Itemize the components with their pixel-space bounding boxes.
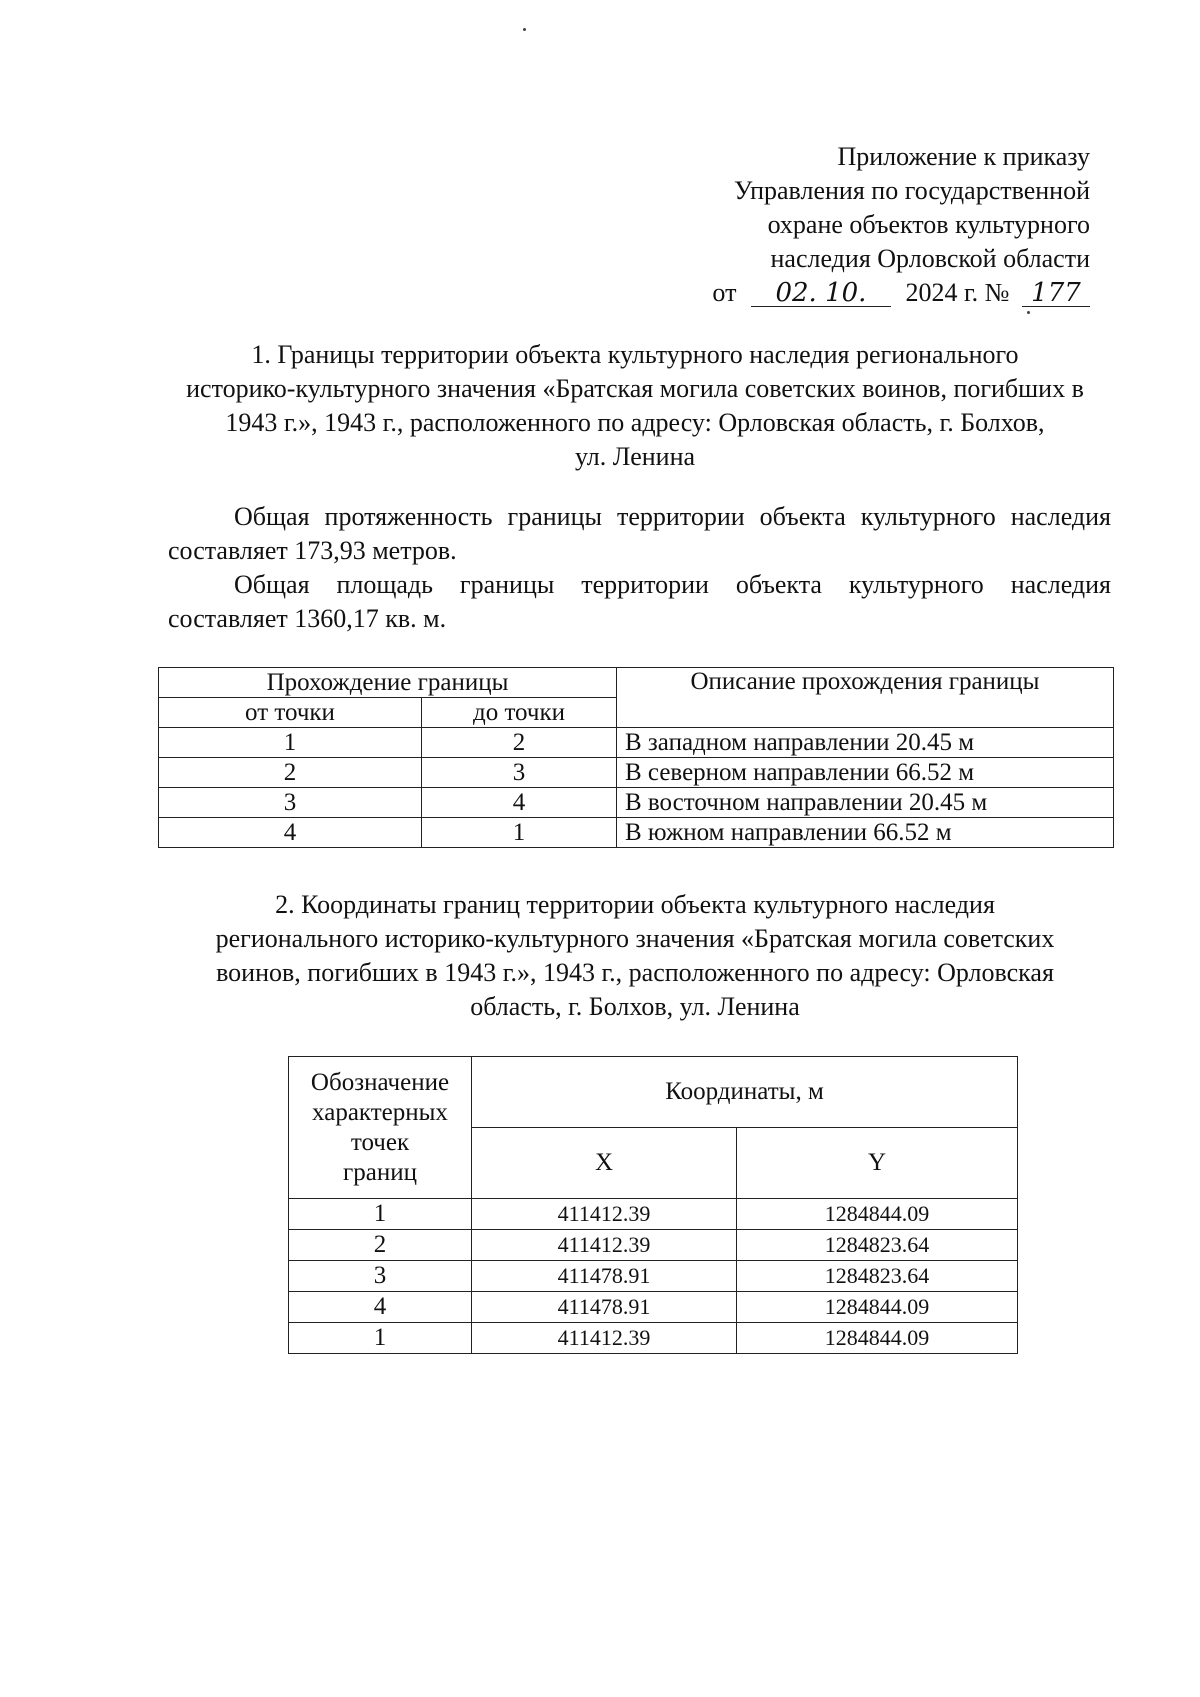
y-coordinate-cell: 1284844.09 xyxy=(737,1199,1018,1230)
table-header-row xyxy=(289,1057,1018,1128)
table-row xyxy=(159,818,1114,848)
y-coordinate-cell: 1284844.09 xyxy=(737,1292,1018,1323)
table-header-row xyxy=(159,668,1114,698)
scan-speck xyxy=(523,28,526,31)
annex-line-1: Приложение к приказу xyxy=(837,142,1090,171)
handwritten-order-number: 177 xyxy=(1022,280,1090,307)
y-coordinate-cell: 1284823.64 xyxy=(737,1261,1018,1292)
section-1-title xyxy=(160,338,1110,474)
header-passage: Прохождение границы xyxy=(159,668,617,698)
section-2-title-line-2: регионального историко-культурного значения «Братская могила советских xyxy=(215,924,1055,953)
point-cell: 3 xyxy=(289,1261,472,1292)
section-1-title-line-2: историко-культурного значения «Братская могила советских воинов, погибших в xyxy=(186,374,1084,403)
x-coordinate-cell: 411412.39 xyxy=(472,1323,737,1354)
section-2-title xyxy=(160,888,1110,1024)
from-point-cell: 1 xyxy=(159,728,422,758)
header-y: Y xyxy=(737,1128,1018,1199)
header-x: X xyxy=(472,1128,737,1199)
annex-header xyxy=(712,140,1090,310)
section-2-title-line-1: 2. Координаты границ территории объекта культурного наследия xyxy=(275,890,995,919)
x-coordinate-cell: 411478.91 xyxy=(472,1292,737,1323)
description-cell: В западном направлении 20.45 м xyxy=(617,728,1114,758)
annex-line-4: наследия Орловской области xyxy=(770,244,1090,273)
table-row xyxy=(289,1292,1018,1323)
point-cell: 4 xyxy=(289,1292,472,1323)
x-coordinate-cell: 411412.39 xyxy=(472,1230,737,1261)
boundary-area-paragraph xyxy=(168,568,1111,636)
header-coordinates: Координаты, м xyxy=(472,1057,1018,1128)
y-coordinate-cell: 1284823.64 xyxy=(737,1230,1018,1261)
boundary-area-text: Общая площадь границы территории объекта культурного наследия составляет 1360,17 кв. м. xyxy=(168,570,1111,633)
table-row xyxy=(159,728,1114,758)
header-points-line-2: характерных xyxy=(312,1098,448,1126)
point-cell: 2 xyxy=(289,1230,472,1261)
header-to-point: до точки xyxy=(422,698,617,728)
header-from-point: от точки xyxy=(159,698,422,728)
annex-line-3: охране объектов культурного xyxy=(767,210,1090,239)
table-row xyxy=(289,1199,1018,1230)
table-row xyxy=(289,1230,1018,1261)
to-point-cell: 1 xyxy=(422,818,617,848)
boundary-length-paragraph xyxy=(168,500,1111,568)
table-row xyxy=(159,788,1114,818)
point-cell: 1 xyxy=(289,1323,472,1354)
description-cell: В южном направлении 66.52 м xyxy=(617,818,1114,848)
to-point-cell: 3 xyxy=(422,758,617,788)
point-cell: 1 xyxy=(289,1199,472,1230)
header-points xyxy=(289,1057,472,1199)
section-1-title-line-1: 1. Границы территории объекта культурного наследия регионального xyxy=(251,340,1019,369)
handwritten-date: 02. 10. xyxy=(751,280,891,307)
annex-date-line xyxy=(712,276,1090,310)
description-cell: В северном направлении 66.52 м xyxy=(617,758,1114,788)
to-point-cell: 4 xyxy=(422,788,617,818)
section-2-title-line-4: область, г. Болхов, ул. Ленина xyxy=(470,992,800,1021)
scan-speck xyxy=(1027,311,1030,314)
order-year: 2024 г. № xyxy=(905,278,1010,307)
section-2-title-line-3: воинов, погибших в 1943 г.», 1943 г., расположенного по адресу: Орловская xyxy=(216,958,1054,987)
table-row xyxy=(289,1323,1018,1354)
boundary-length-text: Общая протяженность границы территории объекта культурного наследия составляет 173,93 метров. xyxy=(168,502,1111,565)
x-coordinate-cell: 411478.91 xyxy=(472,1261,737,1292)
section-1-title-line-4: ул. Ленина xyxy=(574,442,696,471)
coordinates-table xyxy=(288,1056,1018,1354)
header-points-line-1: Обозначение xyxy=(310,1068,450,1096)
to-point-cell: 2 xyxy=(422,728,617,758)
boundary-passage-table xyxy=(158,667,1114,848)
x-coordinate-cell: 411412.39 xyxy=(472,1199,737,1230)
header-points-line-3: точек xyxy=(350,1128,410,1156)
header-points-line-4: границ xyxy=(343,1158,417,1186)
table-row xyxy=(159,758,1114,788)
description-cell: В восточном направлении 20.45 м xyxy=(617,788,1114,818)
from-point-cell: 4 xyxy=(159,818,422,848)
annex-line-2: Управления по государственной xyxy=(733,176,1090,205)
header-description: Описание прохождения границы xyxy=(617,668,1114,728)
table-row xyxy=(289,1261,1018,1292)
section-1-title-line-3: 1943 г.», 1943 г., расположенного по адресу: Орловская область, г. Болхов, xyxy=(225,408,1045,437)
from-point-cell: 3 xyxy=(159,788,422,818)
y-coordinate-cell: 1284844.09 xyxy=(737,1323,1018,1354)
from-point-cell: 2 xyxy=(159,758,422,788)
date-prefix: от xyxy=(712,278,737,307)
